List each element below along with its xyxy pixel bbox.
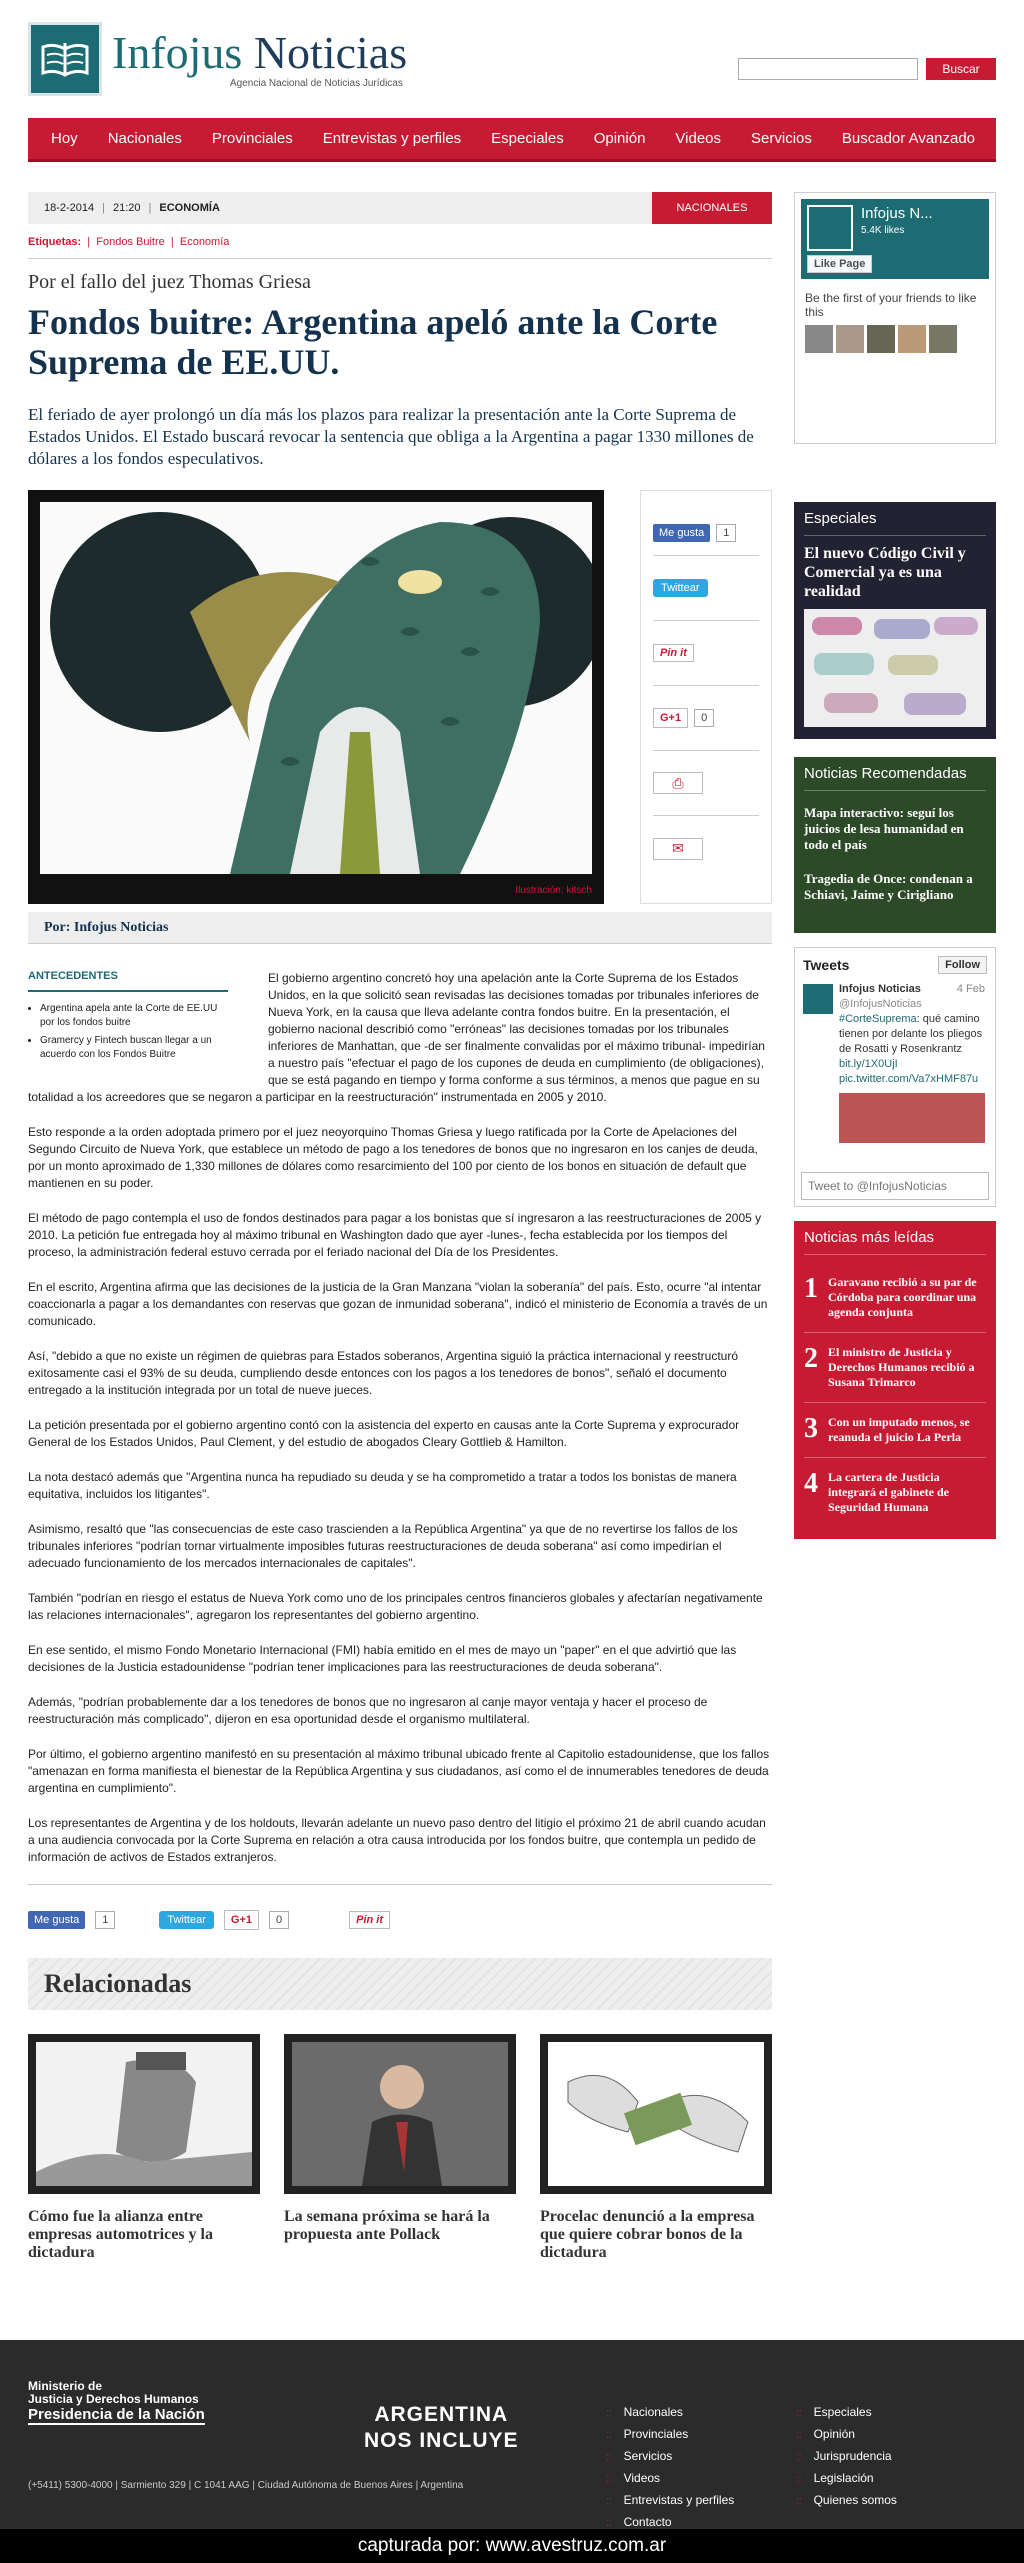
google-plus-button[interactable]: G+1: [653, 708, 688, 728]
tweet: [795, 982, 995, 1087]
nav-provinciales[interactable]: Provinciales: [211, 130, 293, 147]
fb-friends-text: Be the first of your friends to like this: [805, 291, 977, 319]
mas-leida-number: 4: [804, 1468, 818, 1499]
mas-leida-item[interactable]: [804, 1333, 986, 1403]
tweet-to-input[interactable]: Tweet to @InfojusNoticias: [801, 1172, 989, 1200]
fb-like-page-button[interactable]: Like Page: [807, 255, 872, 273]
argentina-line1: ARGENTINA: [374, 2403, 509, 2426]
nav-servicios[interactable]: Servicios: [751, 130, 812, 147]
ministerio-line2: Justicia y Derechos Humanos: [28, 2392, 199, 2406]
logo-subtitle: Agencia Nacional de Noticias Jurídicas: [230, 77, 403, 89]
tweet-button[interactable]: Twittear: [159, 1911, 214, 1929]
argentina-logo: [364, 2402, 519, 2454]
related-item[interactable]: [284, 2034, 516, 2262]
article-meta: 18-2-2014 | 21:20 | ECONOMÍA NACIONALES: [28, 192, 772, 224]
tag-link[interactable]: Economía: [179, 236, 230, 248]
byline: Por: Infojus Noticias: [28, 912, 772, 944]
image-credit: Ilustración: kitsch: [515, 885, 592, 896]
related-title[interactable]: Cómo fue la alianza entre empresas automotrices y la dictadura: [28, 2208, 213, 2261]
especiales-heading: Especiales: [804, 510, 986, 536]
antecedentes-box: [28, 970, 228, 1066]
footer-link[interactable]: :: Entrevistas y perfiles: [606, 2490, 734, 2512]
related-item[interactable]: [540, 2034, 772, 2262]
main-nav: [28, 118, 996, 162]
article-paragraph: Los representantes de Argentina y de los holdouts, llevarán adelante un nuevo paso dentro del litigio el próximo 21 de abril cuando acudan a una audiencia convocada por la Corte Suprema en relación a otra causa introducida por los fondos buitre, que contempla un pedido de información de activos de Estados extranjeros.: [28, 1816, 766, 1864]
mas-leida-item[interactable]: [804, 1458, 986, 1527]
article-paragraph: Por último, el gobierno argentino manifestó en su presentación al máximo tribunal ubicado frente al Capitolio estadounidense, que los fallos "amenazan en forma manifiesta el bienestar de la República Argentina y sus ciudadanos, así como el de innumerables tenedores de deuda argentina en cumplimiento".: [28, 1747, 770, 1795]
article-paragraph: Esto responde a la orden adoptada primero por el juez neoyorquino Thomas Griesa y luego ratificada por la Corte de Apelaciones del Segundo Circuito de Nueva York, que establece un método de pago a los tenedores de bonos que no ingresaron en los canjes de deuda, por un monto aproximado de 1,330 millones de dólares como resarcimiento del 100 por ciento de los bonos en situación de default que mantienen en su poder.: [28, 1125, 758, 1190]
pinit-button[interactable]: Pin it: [349, 1911, 390, 1929]
avatar[interactable]: [836, 325, 864, 353]
ministerio-line1: Ministerio de: [28, 2379, 103, 2393]
article-paragraph: En el escrito, Argentina afirma que las decisiones de la justicia de la Gran Manzana "violan la soberanía" del país. Esto, ocurre "al intentar coaccionarla a pagar a los demandantes con reservas que gozan de inmunidad soberana", indicó el ministerio de Economía a través de un comunicado.: [28, 1280, 768, 1328]
google-plus-button[interactable]: G+1: [224, 1910, 259, 1930]
tags-row: Etiquetas: | Fondos Buitre | Economía: [28, 224, 772, 259]
related-image[interactable]: [284, 2034, 516, 2194]
search-button[interactable]: Buscar: [926, 58, 996, 80]
tweet-handle: @InfojusNoticias: [839, 998, 922, 1010]
article-paragraph: El método de pago contempla el uso de fondos destinados para pagar a los bonistas que sí ingresaron a las reestructuraciones de 2005 y 2010. La petición fue entregada hoy al máximo tribunal en Washington dado que ayer -lunes-, fecha establecida por los tiempos del proceso, la administración federal estuvo cerrada por el feriado nacional del Día de los Presidentes.: [28, 1211, 762, 1259]
article-time: 21:20: [113, 202, 141, 214]
article-paragraph: Además, "podrían probablemente dar a los tenedores de bonos que no ingresaron al canje mayor ventaja y hacer el proceso de reestructuración más complicado", dijeron en esa oportunidad desde el organismo multilateral.: [28, 1695, 708, 1726]
fb-page-likes: 5.4K likes: [861, 225, 905, 236]
mas-leidas-box: [794, 1221, 996, 1539]
nav-especiales[interactable]: Especiales: [491, 130, 564, 147]
article-paragraph: También "podrían en riesgo el estatus de Nueva York como uno de los principales centros financieros globales y afectarían negativamente las relaciones internacionales", agregaron los representantes del gobierno argentino.: [28, 1591, 763, 1622]
footer-address: (+5411) 5300-4000 | Sarmiento 329 | C 1041 AAG | Ciudad Autónoma de Buenos Aires | Argentina: [28, 2480, 464, 2491]
presidencia-line: Presidencia de la Nación: [28, 2406, 205, 2423]
especiales-image[interactable]: [804, 609, 986, 727]
mas-leida-item[interactable]: [804, 1263, 986, 1333]
mas-leida-number: 1: [804, 1273, 818, 1304]
footer-link[interactable]: :: Jurisprudencia: [796, 2446, 897, 2468]
especiales-title[interactable]: El nuevo Código Civil y Comercial ya es una realidad: [804, 545, 966, 600]
nav-hoy[interactable]: Hoy: [51, 130, 78, 147]
mas-leida-title[interactable]: La cartera de Justicia integrará el gabinete de Seguridad Humana: [828, 1470, 949, 1514]
share-panel: [640, 490, 772, 904]
especiales-box: [794, 502, 996, 739]
google-plus-count: 0: [694, 709, 714, 727]
article-date: 18-2-2014: [44, 202, 95, 214]
tag-link[interactable]: Fondos Buitre: [96, 236, 165, 248]
facebook-count: 1: [95, 1911, 115, 1929]
footer-link[interactable]: :: Opinión: [796, 2424, 897, 2446]
logo-title-a: Infojus: [112, 26, 243, 78]
tweet-text: : qué camino tienen por delante los pliegos de Rosatti y Rosenkrantz: [839, 1013, 983, 1055]
footer: [0, 2340, 1024, 2563]
google-plus-count: 0: [269, 1911, 289, 1929]
article-illustration: [28, 490, 604, 904]
footer-links-col1: [606, 2402, 734, 2534]
twitter-follow-button[interactable]: Follow: [938, 956, 987, 974]
related-image[interactable]: [28, 2034, 260, 2194]
mas-leida-title[interactable]: Garavano recibió a su par de Córdoba para coordinar una agenda conjunta: [828, 1275, 977, 1319]
footer-link[interactable]: :: Servicios: [606, 2446, 734, 2468]
footer-link[interactable]: :: Quienes somos: [796, 2490, 897, 2512]
avatar[interactable]: [898, 325, 926, 353]
tweet-author[interactable]: Infojus Noticias: [839, 983, 921, 995]
mas-leida-title[interactable]: El ministro de Justicia y Derechos Humanos recibió a Susana Trimarco: [828, 1345, 975, 1389]
recomendadas-heading: Noticias Recomendadas: [804, 765, 986, 791]
tweet-button[interactable]: Twittear: [653, 579, 708, 597]
antecedentes-title: ANTECEDENTES: [28, 970, 228, 992]
footer-links-col2: [796, 2402, 897, 2512]
tweet-photo[interactable]: [839, 1093, 985, 1143]
mas-leida-title[interactable]: Con un imputado menos, se reanuda el juicio La Perla: [828, 1415, 970, 1444]
footer-link[interactable]: :: Especiales: [796, 2402, 897, 2424]
book-logo-icon: [807, 205, 853, 251]
facebook-like-button[interactable]: Me gusta: [653, 524, 710, 542]
antecedente-link[interactable]: • Gramercy y Fintech buscan llegar a un acuerdo con los Fondos Buitre: [40, 1034, 228, 1062]
header: [28, 0, 996, 118]
article-body: [28, 970, 772, 1884]
footer-link[interactable]: :: Videos: [606, 2468, 734, 2490]
mas-leida-number: 2: [804, 1343, 818, 1374]
article-lead: El feriado de ayer prolongó un día más los plazos para realizar la presentación ante la Corte Suprema de Estados Unidos. El Estado buscará revocar la sentencia que obliga a la Argentina a pagar 1330 millones de dólares a los fondos especulativos.: [28, 405, 754, 468]
tweet-date: 4 Feb: [956, 983, 985, 995]
book-logo-icon: [28, 22, 102, 96]
article-section[interactable]: ECONOMÍA: [159, 202, 220, 214]
facebook-page-widget: [794, 192, 996, 444]
related-title[interactable]: La semana próxima se hará la propuesta ante Pollack: [284, 2208, 490, 2243]
footer-link[interactable]: :: Contacto: [606, 2512, 734, 2534]
recomendada-link[interactable]: Mapa interactivo: seguí los juicios de lesa humanidad en todo el país: [804, 805, 964, 852]
article-paragraph: Así, "debido a que no existe un régimen de quiebras para Estados soberanos, Argentina siguió la práctica internacional y reestructuró exitosamente casi el 93% de su deuda, cumpliendo desde entonces con los pagos a los tenedores de bonos", señaló el documento entregado a la institución integrada por un total de nueve jueces.: [28, 1349, 739, 1397]
argentina-line2: NOS INCLUYE: [364, 2429, 519, 2452]
tags-label: Etiquetas:: [28, 236, 82, 248]
nav-buscador-avanzado[interactable]: Buscador Avanzado: [841, 130, 976, 147]
article-paragraph: La nota destacó además que "Argentina nunca ha repudiado su deuda y se ha comprometido a tratar a todos los bonistas de manera equitativa, incluidos los litigantes".: [28, 1470, 737, 1501]
facebook-like-button[interactable]: Me gusta: [28, 1911, 85, 1929]
antecedente-link[interactable]: • Argentina apela ante la Corte de EE.UU por los fondos buitre: [40, 1002, 228, 1030]
search-form: [738, 58, 996, 80]
footer-link[interactable]: :: Nacionales: [606, 2402, 734, 2424]
pinit-button[interactable]: Pin it: [653, 644, 694, 662]
article-paragraph: El gobierno argentino concretó hoy una apelación ante la Corte Suprema de los Estados Unidos, en la que solicitó sean revisadas las decisiones tomadas por tribunales inferiores de Nueva York, en la causa que lleva adelante contra fondos buitre. En la presentación, el gobierno nacional describió como "erróneas" las decisiones tomadas por los tribunales inferiores de Manhattan, que -de ser finalmente convalidas por el máximo tribunal- impedirían a nuestro país "efectuar el pago de los cupones de deuda en cumplimiento (de obligaciones), que se está pagando en tiempo y forma conforme a sus términos, a menos que pague en su totalidad a los acreedores que se negaron a participar en la reestructuración" instrumentada en 2005 y 2010.: [28, 971, 765, 1104]
article-title: Fondos buitre: Argentina apeló ante la Corte Suprema de EE.UU.: [28, 302, 718, 382]
nav-videos[interactable]: Videos: [675, 130, 722, 147]
related-list: [28, 2034, 772, 2262]
recomendadas-box: [794, 757, 996, 933]
avatar[interactable]: [867, 325, 895, 353]
nav-nacionales[interactable]: Nacionales: [107, 130, 182, 147]
ministerio-logo[interactable]: [28, 2380, 205, 2425]
article-kicker: Por el fallo del juez Thomas Griesa: [28, 271, 311, 293]
mas-leidas-heading: Noticias más leídas: [804, 1229, 986, 1255]
sidebar: [794, 192, 996, 2262]
bottom-share-bar: [28, 1884, 772, 1936]
nav-entrevistas[interactable]: Entrevistas y perfiles: [322, 130, 462, 147]
tweet-hashtag[interactable]: #CorteSuprema: [839, 1013, 917, 1025]
facebook-page-cover[interactable]: [801, 199, 989, 279]
article-paragraph: En ese sentido, el mismo Fondo Monetario Internacional (FMI) había emitido en el mes de mayo un "paper" en el que advirtió que las decisiones de la Justicia estadounidense "podrían tener implicaciones para las reestructuraciones de deuda soberana".: [28, 1643, 737, 1674]
related-image[interactable]: [540, 2034, 772, 2194]
print-icon[interactable]: ⎙: [653, 772, 703, 794]
footer-link[interactable]: :: Legislación: [796, 2468, 897, 2490]
search-input[interactable]: [738, 58, 918, 80]
site-logo[interactable]: [28, 22, 407, 96]
article-paragraph: La petición presentada por el gobierno argentino contó con la asistencia del experto en causas ante la Corte Suprema y exprocurador General de los Estados Unidos, Paul Clement, y del estudio de abogados Cleary Gottlieb & Hamilton.: [28, 1418, 740, 1449]
related-heading: Relacionadas: [28, 1958, 772, 2010]
related-title[interactable]: Procelac denunció a la empresa que quiere cobrar bonos de la dictadura: [540, 2208, 755, 2261]
article: [28, 192, 772, 2262]
capture-credit: capturada por: www.avestruz.com.ar: [0, 2529, 1024, 2563]
fb-page-title: Infojus N...: [861, 205, 933, 222]
footer-link[interactable]: :: Provinciales: [606, 2424, 734, 2446]
twitter-widget: [794, 947, 996, 1207]
article-paragraph: Asimismo, resaltó que "las consecuencias de este caso trascienden a la República Argentina" ya que de no revertirse los fallos de los tribunales inferiores "podrían tornar virtualmente imposibles futuras reestructuraciones de deuda soberana" así como impedirían el adecuado funcionamiento de los mercados internacionales de capitales".: [28, 1522, 738, 1570]
mas-leida-item[interactable]: [804, 1403, 986, 1458]
logo-title-b: Noticias: [253, 26, 408, 78]
tweet-link[interactable]: bit.ly/1X0UjI pic.twitter.com/Va7xHMF87u: [839, 1058, 979, 1085]
nav-opinion[interactable]: Opinión: [593, 130, 646, 147]
mas-leida-number: 3: [804, 1413, 818, 1444]
avatar[interactable]: [929, 325, 957, 353]
recomendada-link[interactable]: Tragedia de Once: condenan a Schiavi, Jaime y Cirigliano: [804, 871, 973, 902]
email-icon[interactable]: ✉: [653, 838, 703, 860]
avatar[interactable]: [805, 325, 833, 353]
fb-friends-faces: [795, 325, 995, 353]
category-tag[interactable]: NACIONALES: [652, 192, 772, 224]
avatar[interactable]: [803, 984, 833, 1014]
facebook-count: 1: [716, 524, 736, 542]
related-item[interactable]: [28, 2034, 260, 2262]
tweets-heading: Tweets: [803, 957, 850, 973]
